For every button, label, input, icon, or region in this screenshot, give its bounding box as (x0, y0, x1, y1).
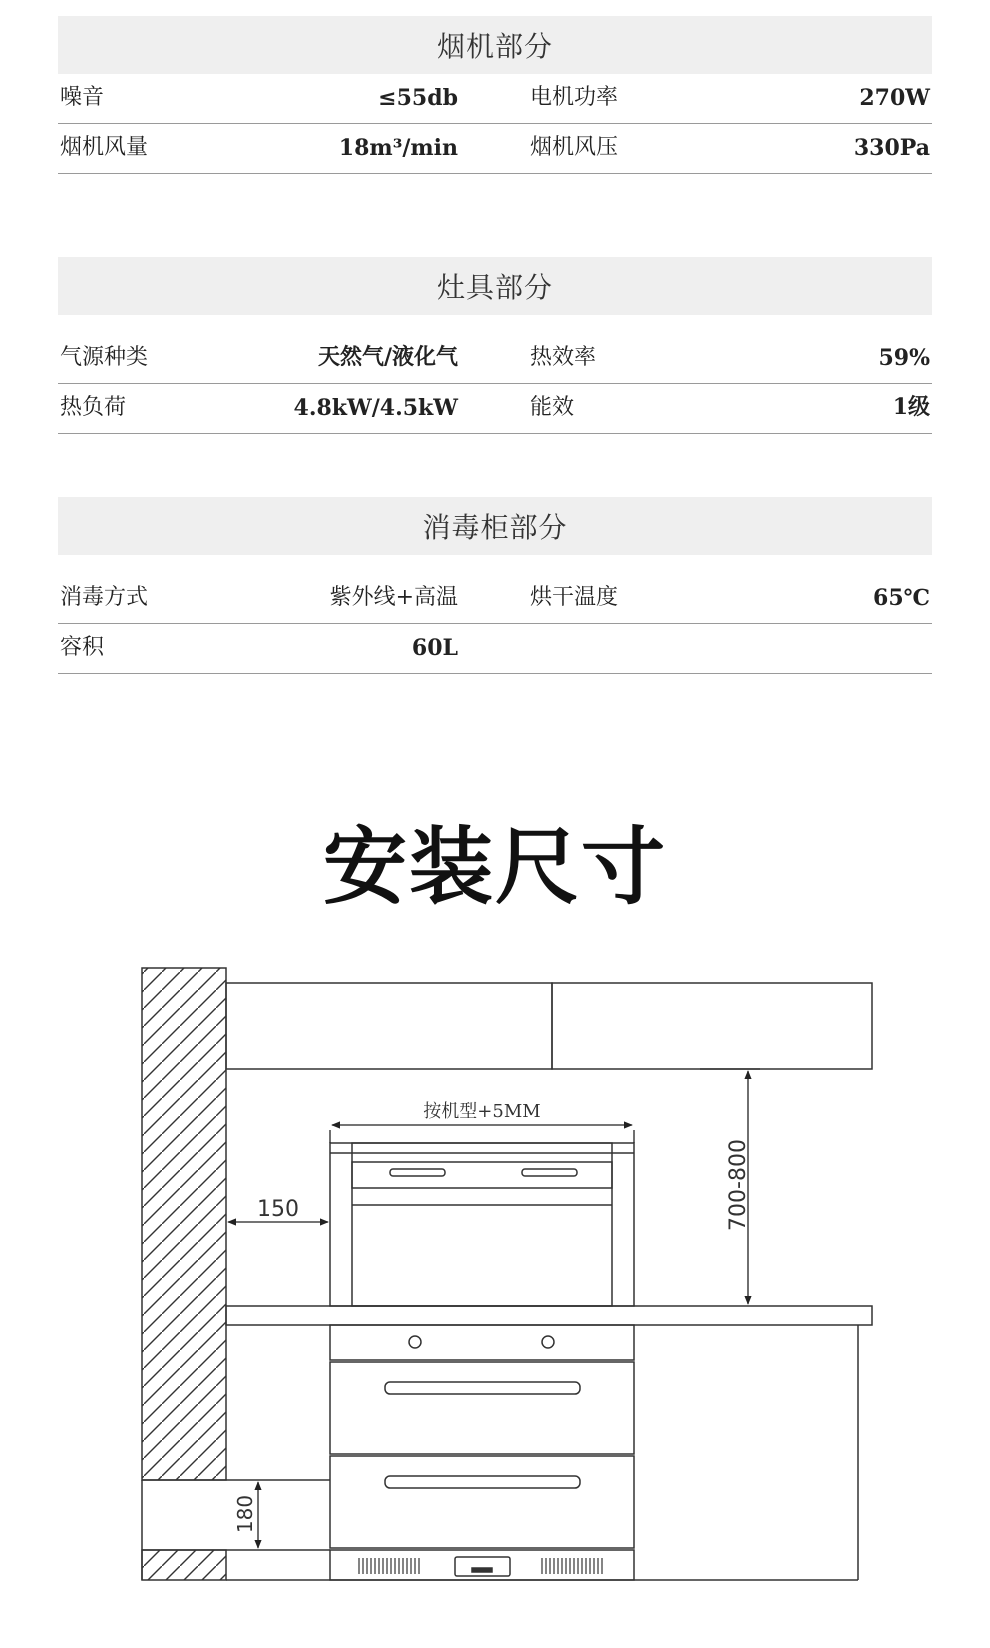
dim-side-label: 150 (257, 1197, 299, 1222)
spec-label: 噪音 (60, 85, 105, 110)
spec-value: 330Pa (853, 135, 930, 161)
spec-value: 59% (878, 345, 930, 371)
sterilizer-drawer (330, 1456, 634, 1548)
drawer-handle (385, 1382, 580, 1394)
section-title: 灶具部分 (58, 257, 932, 315)
knob (409, 1336, 421, 1348)
install-title: 安装尺寸 (322, 817, 667, 916)
spec-value: 65℃ (873, 585, 930, 611)
spec-label: 热负荷 (60, 395, 127, 420)
dim-width-label: 按机型+5MM (423, 1101, 541, 1122)
spec-label: 电机功率 (530, 85, 619, 110)
sterilizer-drawer (330, 1362, 634, 1454)
spec-value: 天然气/液化气 (317, 344, 458, 370)
countertop (226, 1306, 872, 1325)
control-panel (455, 1557, 510, 1576)
wall-base (142, 1550, 226, 1580)
spec-label: 能效 (530, 395, 575, 420)
stove (330, 1325, 634, 1360)
spec-value: 1级 (892, 394, 930, 420)
spec-label: 热效率 (530, 345, 597, 370)
spec-value: ≤55db (378, 85, 458, 111)
spec-value: 270W (859, 85, 930, 111)
spec-label: 消毒方式 (60, 585, 149, 610)
dim-bottom-label: 180 (233, 1494, 257, 1534)
spec-value: 4.8kW/4.5kW (293, 395, 458, 421)
spec-value: 18m³/min (338, 135, 458, 161)
spec-value: 60L (411, 635, 458, 661)
spec-label: 气源种类 (60, 345, 149, 370)
wall (142, 968, 226, 1480)
upper-cabinet (226, 983, 552, 1069)
section-title: 烟机部分 (58, 16, 932, 74)
spec-value: 紫外线+高温 (329, 585, 458, 610)
dim-height-label: 700-800 (726, 1139, 751, 1231)
hood-handle (522, 1169, 577, 1176)
spec-label: 烘干温度 (530, 585, 619, 610)
range-hood (330, 1143, 634, 1306)
knob (542, 1336, 554, 1348)
section-title: 消毒柜部分 (58, 497, 932, 555)
spec-label: 烟机风压 (530, 135, 619, 160)
hood-handle (390, 1169, 445, 1176)
upper-cabinet (552, 983, 872, 1069)
spec-label: 容积 (60, 635, 105, 660)
drawer-handle (385, 1476, 580, 1488)
spec-label: 烟机风量 (60, 135, 149, 160)
